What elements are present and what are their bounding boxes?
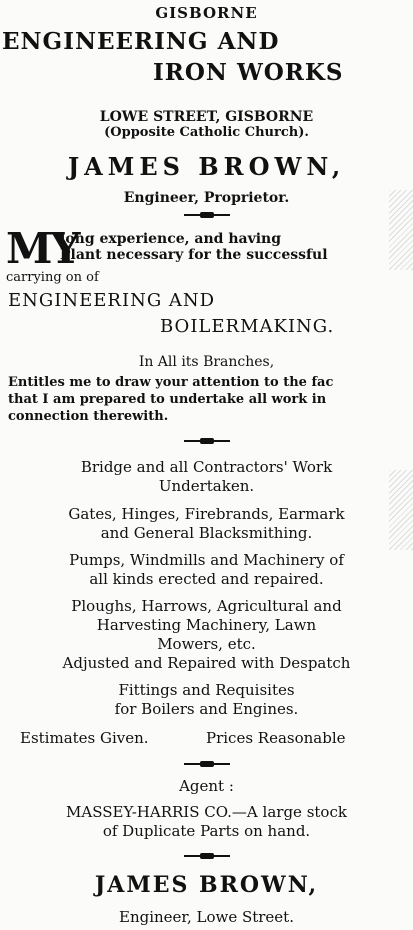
service-ploughs: Ploughs, Harrows, Agricultural and (71, 597, 342, 615)
trade-boilermaking: BOILERMAKING. (160, 316, 335, 337)
service-ploughs-repair: Adjusted and Repaired with Despatch (62, 654, 351, 672)
opposite-note: (Opposite Catholic Church). (104, 125, 309, 140)
service-fittings-cont: for Boilers and Engines. (114, 700, 299, 718)
service-pumps: Pumps, Windmills and Machinery of (69, 551, 344, 569)
service-gates: Gates, Hinges, Firebrands, Earmark (68, 505, 345, 523)
street-address: LOWE STREET, GISBORNE (99, 109, 314, 125)
ornament-divider (184, 210, 230, 220)
massey-harris-line-2: of Duplicate Parts on hand. (102, 822, 311, 840)
service-pumps-cont: all kinds erected and repaired. (89, 570, 324, 588)
experience-line-3: carrying on of (6, 270, 99, 285)
prices-reasonable: Prices Reasonable (206, 729, 346, 747)
experience-line-1: long experience, and having (60, 231, 281, 247)
attention-line-1: Entitles me to draw your attention to the fac (8, 375, 334, 390)
proprietor-role: Engineer, Proprietor. (123, 190, 290, 206)
place-title: GISBORNE (155, 4, 258, 22)
ornament-divider (184, 436, 230, 446)
estimates-given: Estimates Given. (20, 729, 149, 747)
service-ploughs-cont-2: Mowers, etc. (157, 635, 256, 653)
attention-line-2: that I am prepared to undertake all work in (8, 392, 327, 407)
signature-role: Engineer, Lowe Street. (119, 908, 294, 926)
ornament-divider (184, 759, 230, 769)
experience-line-2: Plant necessary for the successful (60, 247, 328, 263)
drop-cap: MY (6, 224, 79, 273)
signature-name: JAMES BROWN, (94, 872, 319, 898)
service-fittings: Fittings and Requisites (118, 681, 295, 699)
attention-line-3: connection therewith. (8, 409, 169, 424)
massey-harris-line-1: MASSEY-HARRIS CO.—A large stock (66, 803, 347, 821)
agent-heading: Agent : (179, 777, 234, 795)
trade-engineering: ENGINEERING AND (8, 290, 216, 311)
service-bridge-cont: Undertaken. (158, 477, 255, 495)
headline-iron-works: IRON WORKS (153, 59, 344, 86)
branches-note: In All its Branches, (138, 354, 275, 370)
service-gates-cont: and General Blacksmithing. (100, 524, 313, 542)
service-bridge: Bridge and all Contractors' Work (80, 458, 333, 476)
headline-engineering: ENGINEERING AND (2, 28, 280, 55)
service-ploughs-cont: Harvesting Machinery, Lawn (96, 616, 317, 634)
ornament-divider (184, 851, 230, 861)
proprietor-name: JAMES BROWN, (67, 152, 346, 181)
